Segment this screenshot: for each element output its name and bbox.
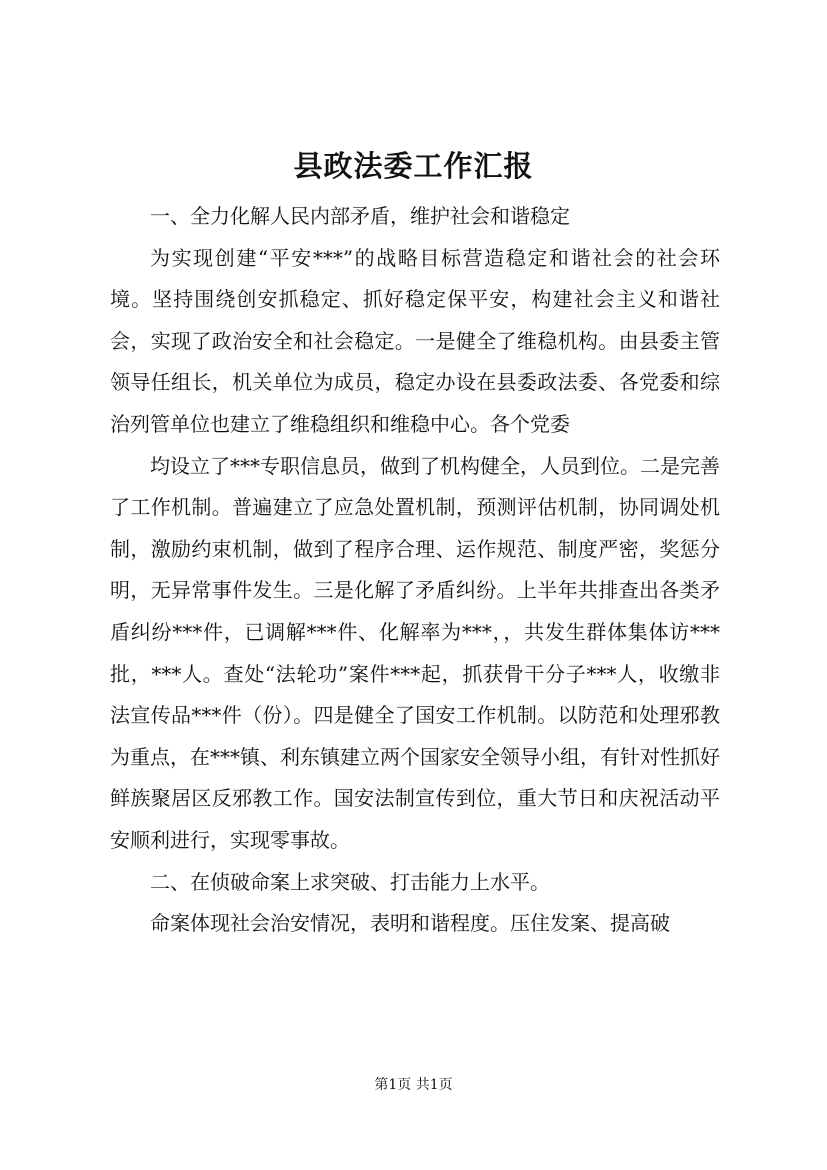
- section-heading-2: 二、在侦破命案上求突破、打击能力上水平。: [150, 869, 550, 894]
- page-footer: 第1页 共1页: [374, 1077, 453, 1093]
- document-title: 县政法委工作汇报: [293, 149, 534, 183]
- paragraph-1: 为实现创建“平安***”的战略目标营造稳定和谐社会的社会环境。坚持围绕创安抓稳定、抓好稳定保平安，构建社会主义和谐社会，实现了政治安全和社会稳定。一是健全了维稳机构。由县委主管领导任组长，机关单位为成员，稳定办设在县委政法委、各党委和综治列管单位也建立了维稳组织和维稳中心。各个党委: [110, 245, 720, 436]
- document-body: [110, 196, 720, 945]
- section-heading-1: 一、全力化解人民内部矛盾，维护社会和谐稳定: [150, 204, 570, 228]
- paragraph-2: 均设立了***专职信息员，做到了机构健全，人员到位。二是完善了工作机制。普遍建立了应急处置机制，预测评估机制，协同调处机制，激励约束机制，做到了程序合理、运作规范、制度严密，奖惩分明，无异常事件发生。三是化解了矛盾纠纷。上半年共排查出各类矛盾纠纷***件，已调解***件、化解率为***，，共发生群体集体访***批，***人。查处“法轮功”案件***起，抓获骨干分子***人，收缴非法宣传品***件（份）。四是健全了国安工作机制。以防范和处理邪教为重点，在***镇、利东镇建立两个国家安全领导小组，有针对性抓好鲜族聚居区反邪教工作。国安法制宣传到位，重大节日和庆祝活动平安顺利进行，实现零事故。: [110, 453, 720, 852]
- paragraph-3: 命案体现社会治安情况，表明和谐程度。压住发案、提高破: [150, 911, 670, 936]
